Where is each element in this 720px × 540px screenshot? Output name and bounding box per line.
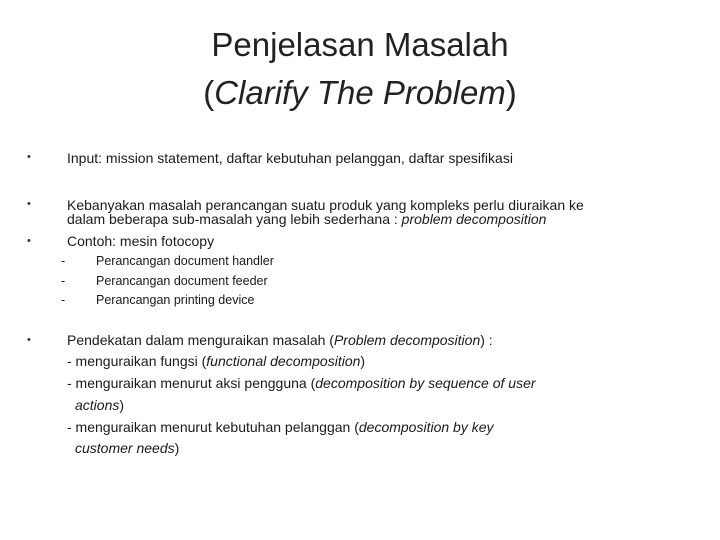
pendekatan-line2-close: ) bbox=[360, 353, 366, 369]
title-paren-open: ( bbox=[203, 74, 215, 111]
sub-item-document-feeder: Perancangan document feeder bbox=[96, 274, 268, 288]
pendekatan-line6 bbox=[67, 438, 695, 459]
pendekatan-line3 bbox=[67, 373, 687, 394]
slide-title-line2 bbox=[0, 70, 720, 115]
kebanyakan-plain: dalam beberapa sub-masalah yang lebih sederhana : bbox=[67, 211, 402, 227]
bullet-marker: • bbox=[27, 334, 31, 346]
title-italic: Clarify The Problem bbox=[214, 74, 506, 111]
sub-item-document-handler: Perancangan document handler bbox=[96, 254, 274, 268]
pendekatan-line6-close: ) bbox=[174, 440, 180, 456]
pendekatan-line2-italic: functional decomposition bbox=[206, 353, 361, 369]
bullet-kebanyakan-line1: Kebanyakan masalah perancangan suatu produk yang kompleks perlu diuraikan ke bbox=[67, 197, 584, 213]
bullet-input-text: Input: mission statement, daftar kebutuhan pelanggan, daftar spesifikasi bbox=[67, 150, 513, 166]
pendekatan-line5-plain: - menguraikan menurut kebutuhan pelanggan ( bbox=[67, 419, 359, 435]
pendekatan-line4-close: ) bbox=[119, 397, 125, 413]
pendekatan-line4-italic: actions bbox=[75, 397, 120, 413]
pendekatan-line3-italic: decomposition by sequence of user bbox=[315, 375, 536, 391]
pendekatan-line5-italic: decomposition by key bbox=[358, 419, 494, 435]
pendekatan-line4 bbox=[67, 395, 695, 416]
title-paren-close: ) bbox=[505, 74, 517, 111]
sub-item-dash: - bbox=[61, 293, 66, 307]
pendekatan-line5 bbox=[67, 417, 687, 438]
bullet-marker: • bbox=[27, 151, 31, 163]
pendekatan-line1-italic: Problem decomposition bbox=[333, 332, 481, 348]
pendekatan-line3-plain: - menguraikan menurut aksi pengguna ( bbox=[67, 375, 316, 391]
sub-item-printing-device: Perancangan printing device bbox=[96, 293, 255, 307]
pendekatan-line6-italic: customer needs bbox=[75, 440, 175, 456]
kebanyakan-italic: problem decomposition bbox=[401, 211, 547, 227]
pendekatan-line2-plain: - menguraikan fungsi ( bbox=[67, 353, 207, 369]
bullet-kebanyakan-line2 bbox=[67, 209, 687, 230]
sub-item-dash: - bbox=[61, 254, 66, 268]
bullet-contoh-text: Contoh: mesin fotocopy bbox=[67, 233, 215, 249]
pendekatan-line1 bbox=[67, 330, 687, 351]
pendekatan-line2 bbox=[67, 351, 687, 372]
bullet-marker: • bbox=[27, 198, 31, 210]
pendekatan-line1-close: ) : bbox=[480, 332, 493, 348]
bullet-marker: • bbox=[27, 235, 31, 247]
slide-title-line1: Penjelasan Masalah bbox=[211, 26, 509, 63]
sub-item-dash: - bbox=[61, 274, 66, 288]
pendekatan-line1-plain: Pendekatan dalam menguraikan masalah ( bbox=[67, 332, 334, 348]
